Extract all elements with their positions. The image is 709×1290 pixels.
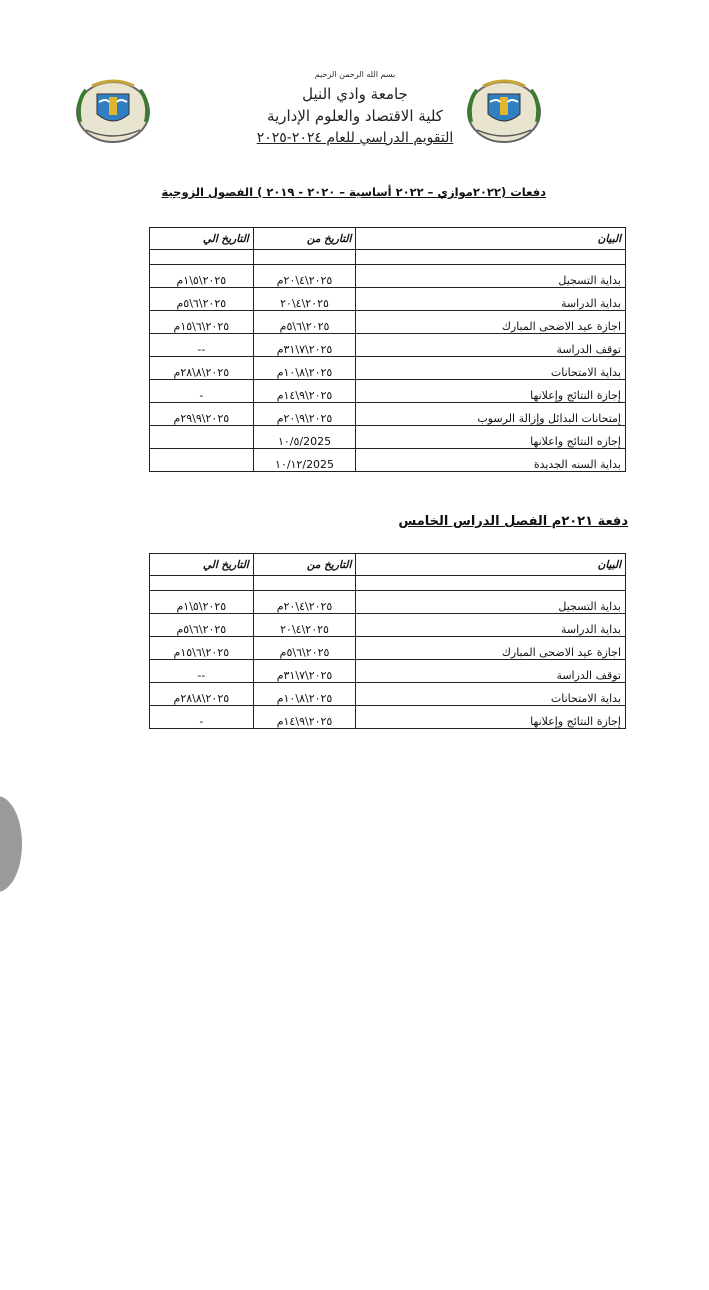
scroll-handle[interactable] <box>0 796 22 892</box>
row-label: بداية الدراسة <box>356 288 626 311</box>
table-header-row <box>150 228 626 250</box>
column-header-from: التاريخ من <box>253 554 356 576</box>
table-row <box>150 614 626 637</box>
table-spacer-row <box>150 250 626 265</box>
table-row <box>150 426 626 449</box>
row-from-date: ٢٠٢٥\٦\٥م <box>253 311 356 334</box>
basmala: بسم الله الرحمن الرحيم <box>314 70 396 79</box>
row-from-date: ٢٠٢٥\٤\٢٠م <box>253 591 356 614</box>
row-label: توقف الدراسة <box>356 660 626 683</box>
row-label: إجازة النتائج وإعلانها <box>356 380 626 403</box>
row-to-date <box>150 426 254 449</box>
row-from-date: ٢٠٢٥\٩\١٤م <box>253 706 356 729</box>
row-to-date: -- <box>150 660 254 683</box>
row-from-date: 2025/١٠/٥ <box>253 426 356 449</box>
table-row <box>150 311 626 334</box>
document-header <box>180 70 530 149</box>
row-to-date <box>150 449 254 472</box>
row-to-date: ٢٠٢٥\٦\٥م <box>150 288 254 311</box>
table-spacer-row <box>150 576 626 591</box>
row-to-date: -- <box>150 334 254 357</box>
table-row <box>150 334 626 357</box>
table-row <box>150 288 626 311</box>
university-logo-left <box>72 72 154 148</box>
university-name: جامعة وادي النيل <box>302 85 408 103</box>
table-header-row <box>150 554 626 576</box>
calendar-title: التقويم الدراسي للعام ٢٠٢٤-٢٠٢٥ <box>256 130 454 146</box>
table-row <box>150 449 626 472</box>
table-row <box>150 357 626 380</box>
row-to-date: ٢٠٢٥\٦\١٥م <box>150 637 254 660</box>
row-from-date: ٢٠٢٥\٦\٥م <box>253 637 356 660</box>
table-row <box>150 660 626 683</box>
row-to-date: ٢٠٢٥\٦\١٥م <box>150 311 254 334</box>
column-header-to: التاريخ الي <box>150 228 254 250</box>
row-to-date: - <box>150 706 254 729</box>
section2-table <box>149 553 626 729</box>
row-label: بداية الدراسة <box>356 614 626 637</box>
row-to-date: ٢٠٢٥\٨\٢٨م <box>150 683 254 706</box>
table-row <box>150 380 626 403</box>
table-row <box>150 403 626 426</box>
column-header-label: البيان <box>356 554 626 576</box>
section1-title: دفعات (٢٠٢٢موازي – ٢٠٢٢ أساسية – ٢٠٢٠ - ٢٠١٩ ) الفصول الزوجية <box>161 185 546 199</box>
row-from-date: ٢٠٢٥\٨\١٠م <box>253 683 356 706</box>
table-row <box>150 265 626 288</box>
row-label: إجازه النتائج واعلانها <box>356 426 626 449</box>
section1-table <box>149 227 626 472</box>
table-row <box>150 683 626 706</box>
row-label: اجازة عيد الاضحى المبارك <box>356 311 626 334</box>
row-from-date: 2025/١٠/١٢ <box>253 449 356 472</box>
row-label: بداية الامتحانات <box>356 683 626 706</box>
row-label: بداية السنه الجديدة <box>356 449 626 472</box>
row-to-date: ٢٠٢٥\٩\٢٩م <box>150 403 254 426</box>
row-label: إجازة النتائج وإعلانها <box>356 706 626 729</box>
row-to-date: - <box>150 380 254 403</box>
row-from-date: ٢٠٢٥\٤\٢٠ <box>253 288 356 311</box>
section2-title: دفعة ٢٠٢١م الفصل الدراس الخامس <box>398 514 628 529</box>
row-label: بداية التسجيل <box>356 265 626 288</box>
column-header-from: التاريخ من <box>253 228 356 250</box>
table-row <box>150 591 626 614</box>
row-label: إمتحانات البدائل وإزالة الرسوب <box>356 403 626 426</box>
row-from-date: ٢٠٢٥\٩\٢٠م <box>253 403 356 426</box>
row-from-date: ٢٠٢٥\٧\٣١م <box>253 334 356 357</box>
row-from-date: ٢٠٢٥\٤\٢٠م <box>253 265 356 288</box>
row-from-date: ٢٠٢٥\٨\١٠م <box>253 357 356 380</box>
row-label: بداية التسجيل <box>356 591 626 614</box>
table-row <box>150 637 626 660</box>
row-to-date: ٢٠٢٥\٥\١م <box>150 591 254 614</box>
row-to-date: ٢٠٢٥\٦\٥م <box>150 614 254 637</box>
row-label: اجازة عيد الاضحى المبارك <box>356 637 626 660</box>
row-to-date: ٢٠٢٥\٨\٢٨م <box>150 357 254 380</box>
row-label: توقف الدراسة <box>356 334 626 357</box>
row-from-date: ٢٠٢٥\٩\١٤م <box>253 380 356 403</box>
row-from-date: ٢٠٢٥\٤\٢٠ <box>253 614 356 637</box>
row-from-date: ٢٠٢٥\٧\٣١م <box>253 660 356 683</box>
table-row <box>150 706 626 729</box>
row-to-date: ٢٠٢٥\٥\١م <box>150 265 254 288</box>
faculty-name: كلية الاقتصاد والعلوم الإدارية <box>267 107 443 125</box>
row-label: بداية الامتحانات <box>356 357 626 380</box>
column-header-to: التاريخ الي <box>150 554 254 576</box>
column-header-label: البيان <box>356 228 626 250</box>
